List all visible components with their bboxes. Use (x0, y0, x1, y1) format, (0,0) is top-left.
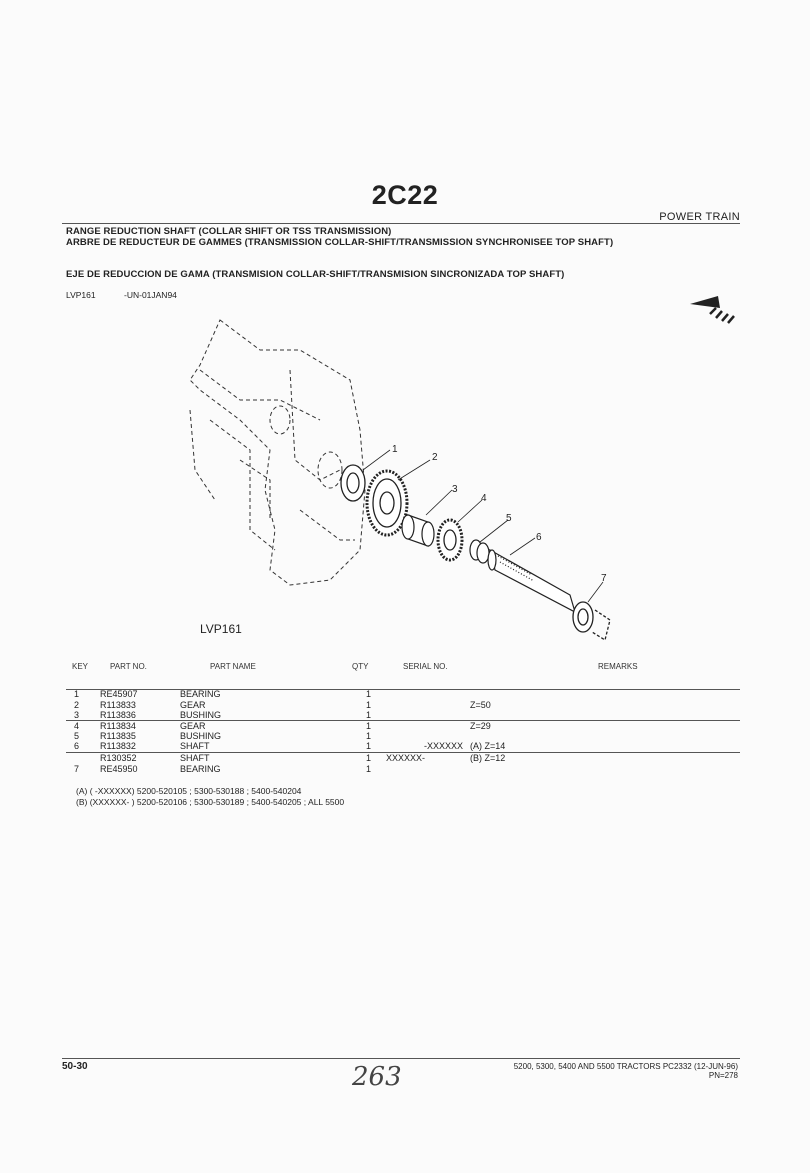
exploded-parts-diagram (180, 310, 640, 650)
row-serial: -XXXXXX (424, 741, 464, 751)
row-remarks: (B) Z=12 (470, 753, 506, 763)
handwritten-page-number: 263 (352, 1062, 402, 1092)
header-qty: QTY (352, 662, 369, 671)
row-part-no: RE45907 (100, 689, 138, 699)
table-row (0, 700, 810, 710)
row-qty: 1 (366, 741, 372, 751)
row-remarks: Z=29 (470, 721, 491, 731)
row-key: 3 (74, 710, 80, 720)
row-part-no: R113832 (100, 741, 136, 751)
row-qty: 1 (366, 710, 372, 720)
row-key: 7 (74, 764, 80, 774)
row-part-no: R113833 (100, 700, 136, 710)
page-title: 2C22 (371, 180, 439, 210)
row-remarks: Z=50 (470, 700, 491, 710)
footer-models: 5200, 5300, 5400 AND 5500 TRACTORS PC2332 (12-JUN-96) (513, 1062, 738, 1071)
page-reference: 50-30 (62, 1061, 88, 1072)
footer-pn: PN=278 (708, 1071, 738, 1080)
callout-4: 4 (481, 493, 487, 504)
row-part-name: BEARING (180, 764, 221, 774)
large-gear-part (367, 471, 407, 535)
callout-5: 5 (506, 513, 512, 524)
row-qty: 1 (366, 700, 372, 710)
row-qty: 1 (366, 753, 372, 763)
row-part-no: R130352 (100, 753, 137, 763)
footer-info (514, 1062, 738, 1080)
table-row (0, 741, 810, 751)
small-gear-part (438, 520, 462, 560)
callout-3: 3 (452, 484, 458, 495)
row-key: 1 (74, 689, 80, 699)
row-qty: 1 (366, 764, 372, 774)
row-key: 2 (74, 700, 80, 710)
row-key: 4 (74, 721, 80, 731)
row-serial: XXXXXX- (386, 753, 426, 763)
transmission-housing-outline (190, 320, 365, 585)
header-rule (62, 223, 740, 224)
row-part-name: GEAR (180, 721, 206, 731)
title-spanish: EJE DE REDUCCION DE GAMA (TRANSMISION COLLAR-SHIFT/TRANSMISION SINCRONIZADA TOP SHAFT) (66, 269, 565, 280)
note-a: (A) ( -XXXXXX) 5200-520105 ; 5300-530188 ; 5400-540204 (76, 786, 302, 796)
row-qty: 1 (366, 731, 372, 741)
table-row (0, 753, 810, 763)
figure-code: LVP161 (66, 290, 96, 300)
callout-6: 6 (536, 532, 542, 543)
footer-rule (62, 1058, 740, 1059)
row-qty: 1 (366, 689, 372, 699)
row-part-name: GEAR (180, 700, 206, 710)
row-part-no: RE45950 (100, 764, 138, 774)
front-direction-arrow-icon (690, 296, 740, 326)
note-b: (B) (XXXXXX- ) 5200-520106 ; 5300-530189 ; 5400-540205 ; ALL 5500 (76, 797, 345, 807)
row-part-name: BUSHING (180, 710, 222, 720)
table-row (0, 764, 810, 774)
row-qty: 1 (366, 721, 372, 731)
figure-date: -UN-01JAN94 (124, 290, 177, 300)
figure-label: LVP161 (200, 622, 242, 636)
row-key: 6 (74, 741, 80, 751)
row-part-no: R113835 (100, 731, 136, 741)
header-part-name: PART NAME (210, 662, 256, 671)
shaft-part (488, 550, 575, 612)
table-row (0, 731, 810, 741)
table-row (0, 721, 810, 731)
bushing-part (402, 515, 434, 546)
row-part-no: R113836 (100, 710, 136, 720)
row-part-name: BEARING (180, 689, 221, 699)
title-english: RANGE REDUCTION SHAFT (COLLAR SHIFT OR TSS TRANSMISSION) (66, 226, 392, 237)
header-remarks: REMARKS (598, 662, 638, 671)
callout-2: 2 (432, 452, 438, 463)
title-french: ARBRE DE REDUCTEUR DE GAMMES (TRANSMISSION COLLAR-SHIFT/TRANSMISSION SYNCHRONISEE TOP SHAFT) (66, 237, 614, 248)
end-bearing-part (573, 602, 610, 640)
row-remarks: (A) Z=14 (470, 741, 506, 751)
row-part-no: R113834 (100, 721, 136, 731)
header-part-no: PART NO. (110, 662, 147, 671)
row-key: 5 (74, 731, 80, 741)
row-part-name: BUSHING (180, 731, 222, 741)
row-part-name: SHAFT (180, 753, 210, 763)
callout-1: 1 (392, 444, 398, 455)
row-part-name: SHAFT (180, 741, 210, 751)
header-key: KEY (72, 662, 89, 671)
table-row (0, 710, 810, 720)
section-label: POWER TRAIN (659, 211, 740, 223)
bearing-part (341, 465, 365, 501)
small-bushing-part (470, 540, 489, 563)
callout-7: 7 (601, 573, 607, 584)
header-serial: SERIAL NO. (403, 662, 448, 671)
table-row (0, 689, 810, 699)
